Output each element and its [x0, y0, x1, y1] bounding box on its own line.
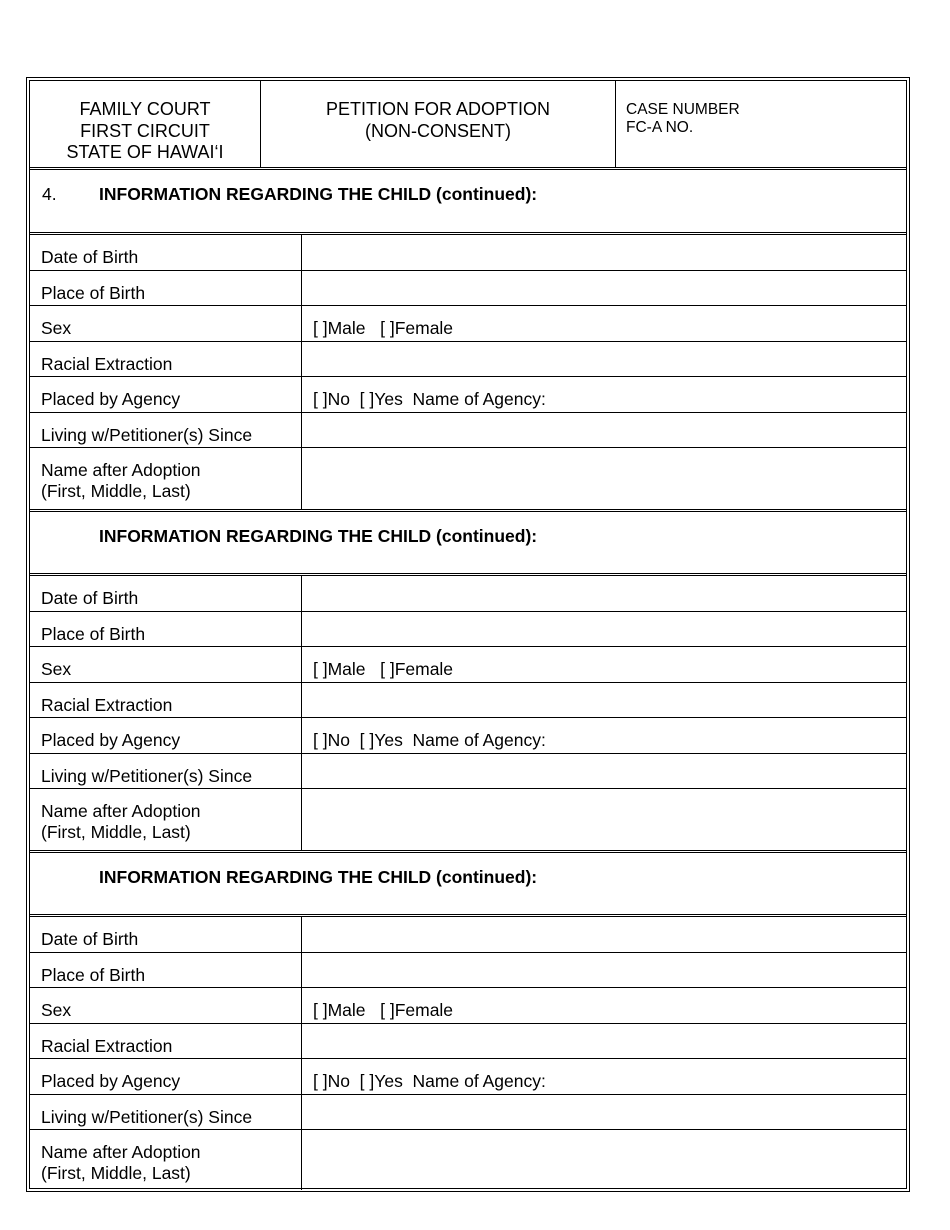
label-name-after-adoption [41, 801, 201, 843]
label-placed-by-agency: Placed by Agency [41, 1071, 181, 1091]
placed-by-agency-options[interactable]: [ ]No [ ]Yes Name of Agency: [313, 1071, 546, 1091]
sex-options[interactable]: [ ]Male [ ]Female [313, 1000, 454, 1020]
court-line2: FIRST CIRCUIT [80, 120, 210, 141]
field-date-of-birth[interactable] [302, 235, 906, 270]
label-racial-extraction: Racial Extraction [41, 1036, 173, 1056]
form-title-line2: (NON-CONSENT) [365, 120, 511, 141]
label-place-of-birth: Place of Birth [41, 283, 146, 303]
label-sex: Sex [41, 1000, 72, 1020]
field-name-after-adoption[interactable] [302, 789, 906, 850]
section-1-header [30, 170, 906, 232]
label-date-of-birth: Date of Birth [41, 247, 139, 267]
label-name-after-adoption [41, 1142, 201, 1184]
form-title-line1: PETITION FOR ADOPTION [325, 99, 550, 119]
field-name-after-adoption[interactable] [302, 1130, 906, 1190]
sex-options[interactable]: [ ]Male [ ]Female [313, 659, 454, 679]
court-name [60, 99, 230, 164]
label-date-of-birth: Date of Birth [41, 588, 139, 608]
field-date-of-birth[interactable] [302, 917, 906, 952]
court-line3: STATE OF HAWAI‘I [66, 142, 224, 162]
field-living-since[interactable] [302, 1095, 906, 1129]
court-cell [30, 81, 260, 167]
label-racial-extraction: Racial Extraction [41, 354, 173, 374]
field-name-after-adoption[interactable] [302, 448, 906, 509]
section-2-header [30, 512, 906, 574]
section-title: INFORMATION REGARDING THE CHILD (continued): [99, 526, 538, 546]
section-title: INFORMATION REGARDING THE CHILD (continued): [99, 184, 538, 204]
label-placed-by-agency: Placed by Agency [41, 730, 181, 750]
field-racial-extraction[interactable] [302, 342, 906, 376]
field-place-of-birth[interactable] [302, 953, 906, 987]
label-name-after-adoption [41, 460, 201, 502]
field-racial-extraction[interactable] [302, 1024, 906, 1058]
header-divider-right [615, 81, 616, 167]
court-line1: FAMILY COURT [79, 99, 211, 119]
header-divider-left [260, 81, 261, 167]
label-place-of-birth: Place of Birth [41, 965, 146, 985]
name-after-line1: Name after Adoption [41, 801, 201, 821]
form-frame [26, 77, 910, 1192]
label-sex: Sex [41, 659, 72, 679]
label-date-of-birth: Date of Birth [41, 929, 139, 949]
placed-by-agency-options[interactable]: [ ]No [ ]Yes Name of Agency: [313, 389, 546, 409]
name-after-line1: Name after Adoption [41, 460, 201, 480]
section-3-header [30, 853, 906, 915]
field-living-since[interactable] [302, 754, 906, 788]
label-placed-by-agency: Placed by Agency [41, 389, 181, 409]
form-title [318, 99, 558, 142]
label-place-of-birth: Place of Birth [41, 624, 146, 644]
section-title: INFORMATION REGARDING THE CHILD (continued): [99, 867, 538, 887]
label-living-since: Living w/Petitioner(s) Since [41, 1107, 253, 1127]
placed-by-agency-options[interactable]: [ ]No [ ]Yes Name of Agency: [313, 730, 546, 750]
field-place-of-birth[interactable] [302, 271, 906, 305]
name-after-line2: (First, Middle, Last) [41, 822, 191, 842]
field-date-of-birth[interactable] [302, 576, 906, 611]
form-inner-frame [29, 80, 907, 1189]
case-number-label: CASE NUMBER [626, 101, 740, 118]
field-racial-extraction[interactable] [302, 683, 906, 717]
name-after-line2: (First, Middle, Last) [41, 481, 191, 501]
field-living-since[interactable] [302, 413, 906, 447]
case-prefix: FC-A NO. [626, 119, 694, 136]
section-number: 4. [42, 184, 57, 204]
label-sex: Sex [41, 318, 72, 338]
name-after-line2: (First, Middle, Last) [41, 1163, 191, 1183]
label-living-since: Living w/Petitioner(s) Since [41, 766, 253, 786]
case-number-cell[interactable] [626, 101, 886, 137]
field-place-of-birth[interactable] [302, 612, 906, 646]
sex-options[interactable]: [ ]Male [ ]Female [313, 318, 454, 338]
name-after-line1: Name after Adoption [41, 1142, 201, 1162]
label-living-since: Living w/Petitioner(s) Since [41, 425, 253, 445]
label-racial-extraction: Racial Extraction [41, 695, 173, 715]
